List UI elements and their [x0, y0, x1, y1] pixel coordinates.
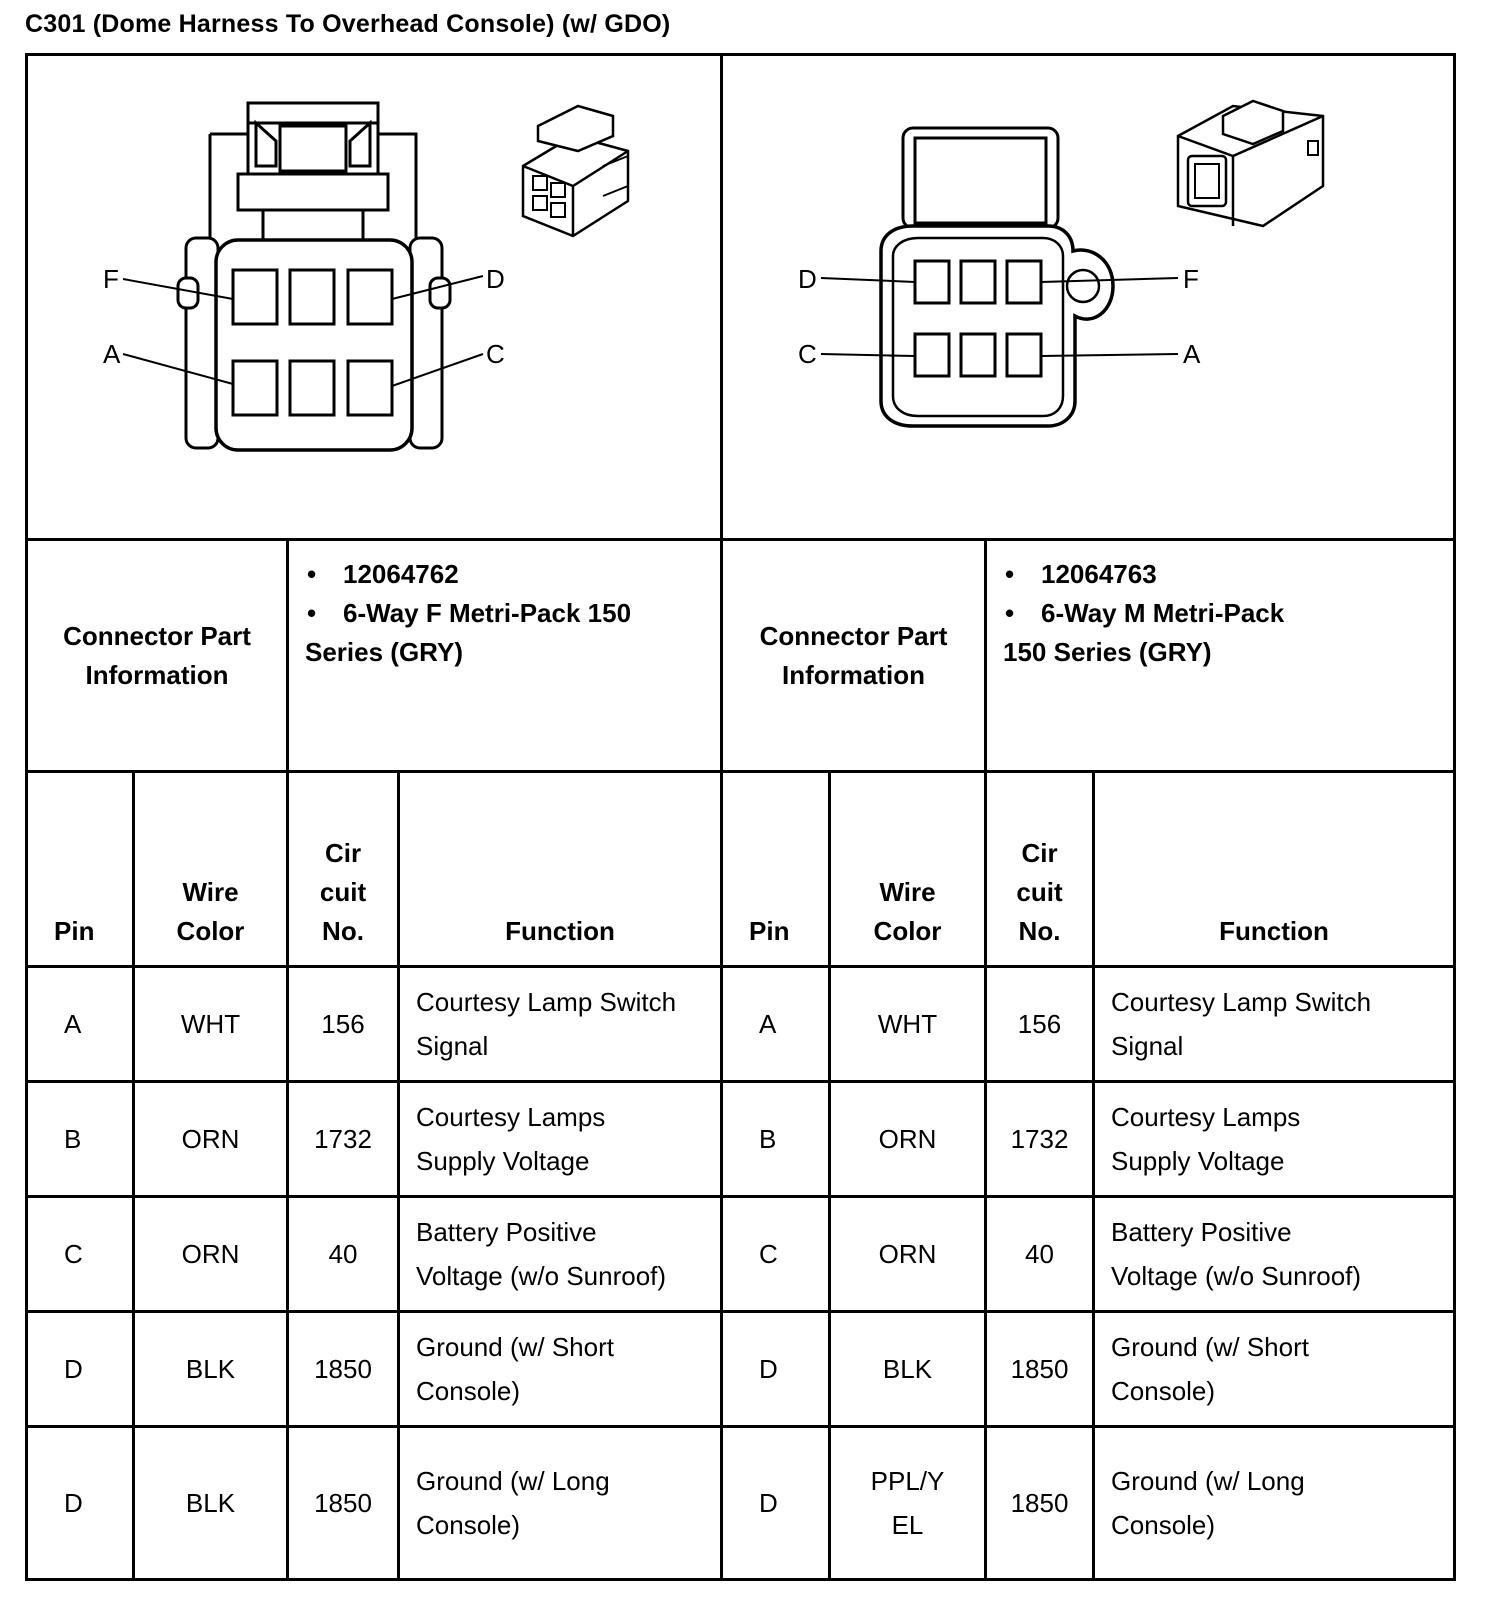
connector-info-label: Connector Part Information [722, 540, 986, 772]
wire-color-cell: BLK [830, 1312, 986, 1427]
function-cell: Ground (w/ Long Console) [1094, 1427, 1455, 1580]
circuit-cell: 40 [288, 1197, 399, 1312]
pin-cell: A [27, 967, 134, 1082]
function-cell: Courtesy Lamp Switch Signal [399, 967, 722, 1082]
pin-cell: D [27, 1312, 134, 1427]
header-function: Function [399, 772, 722, 967]
connector-info-details [288, 540, 722, 772]
pin-label-d: D [486, 264, 505, 294]
wire-color-cell: BLK [134, 1312, 288, 1427]
function-cell: Courtesy Lamps Supply Voltage [1094, 1082, 1455, 1197]
pin-cell: D [722, 1312, 830, 1427]
header-pin: Pin [27, 772, 134, 967]
wire-color-cell: PPL/Y EL [830, 1427, 986, 1580]
header-circuit-no: Cir cuit No. [288, 772, 399, 967]
function-cell: Battery Positive Voltage (w/o Sunroof) [399, 1197, 722, 1312]
table-row [27, 1312, 1455, 1427]
pin-cell: C [722, 1197, 830, 1312]
header-wire-color: Wire Color [830, 772, 986, 967]
function-cell: Courtesy Lamps Supply Voltage [399, 1082, 722, 1197]
pin-cell: B [27, 1082, 134, 1197]
header-function: Function [1094, 772, 1455, 967]
wire-color-cell: ORN [830, 1197, 986, 1312]
table-row [27, 1197, 1455, 1312]
connector-description: • 6-Way F Metri-Pack 150 Series (GRY) [305, 594, 706, 672]
circuit-cell: 40 [986, 1197, 1094, 1312]
wire-color-cell: ORN [134, 1082, 288, 1197]
circuit-cell: 1732 [288, 1082, 399, 1197]
connector-info-details [986, 540, 1455, 772]
function-cell: Ground (w/ Short Console) [1094, 1312, 1455, 1427]
function-cell: Courtesy Lamp Switch Signal [1094, 967, 1455, 1082]
circuit-cell: 1850 [986, 1427, 1094, 1580]
circuit-cell: 1850 [288, 1312, 399, 1427]
wire-color-cell: ORN [134, 1197, 288, 1312]
circuit-cell: 156 [288, 967, 399, 1082]
table-row [27, 967, 1455, 1082]
part-number: • 12064762 [305, 555, 706, 594]
female-connector-diagram [28, 56, 723, 531]
connector-info-label: Connector Part Information [27, 540, 288, 772]
connector-table [25, 53, 1456, 1581]
pin-label-f: F [1183, 264, 1199, 294]
pin-label-a: A [103, 339, 121, 369]
female-connector-diagram-cell [27, 55, 722, 540]
wire-color-cell: BLK [134, 1427, 288, 1580]
pin-label-f: F [103, 264, 119, 294]
circuit-cell: 1850 [288, 1427, 399, 1580]
pin-label-c: C [486, 339, 505, 369]
table-row [27, 1427, 1455, 1580]
wire-color-cell: WHT [830, 967, 986, 1082]
function-cell: Battery Positive Voltage (w/o Sunroof) [1094, 1197, 1455, 1312]
pin-cell: D [722, 1427, 830, 1580]
pin-label-c: C [798, 339, 817, 369]
pin-cell: B [722, 1082, 830, 1197]
pin-label-d: D [798, 264, 817, 294]
male-connector-diagram [723, 56, 1450, 531]
part-number: • 12064763 [1003, 555, 1439, 594]
circuit-cell: 1732 [986, 1082, 1094, 1197]
table-row [27, 1082, 1455, 1197]
header-circuit-no: Cir cuit No. [986, 772, 1094, 967]
circuit-cell: 156 [986, 967, 1094, 1082]
page-title: C301 (Dome Harness To Overhead Console) (w/ GDO) [25, 10, 671, 38]
header-pin: Pin [722, 772, 830, 967]
pin-label-a: A [1183, 339, 1201, 369]
wire-color-cell: WHT [134, 967, 288, 1082]
pin-cell: D [27, 1427, 134, 1580]
connector-description: • 6-Way M Metri-Pack 150 Series (GRY) [1003, 594, 1439, 672]
function-cell: Ground (w/ Short Console) [399, 1312, 722, 1427]
pin-cell: C [27, 1197, 134, 1312]
male-connector-diagram-cell [722, 55, 1455, 540]
header-wire-color: Wire Color [134, 772, 288, 967]
circuit-cell: 1850 [986, 1312, 1094, 1427]
function-cell: Ground (w/ Long Console) [399, 1427, 722, 1580]
pin-cell: A [722, 967, 830, 1082]
wire-color-cell: ORN [830, 1082, 986, 1197]
